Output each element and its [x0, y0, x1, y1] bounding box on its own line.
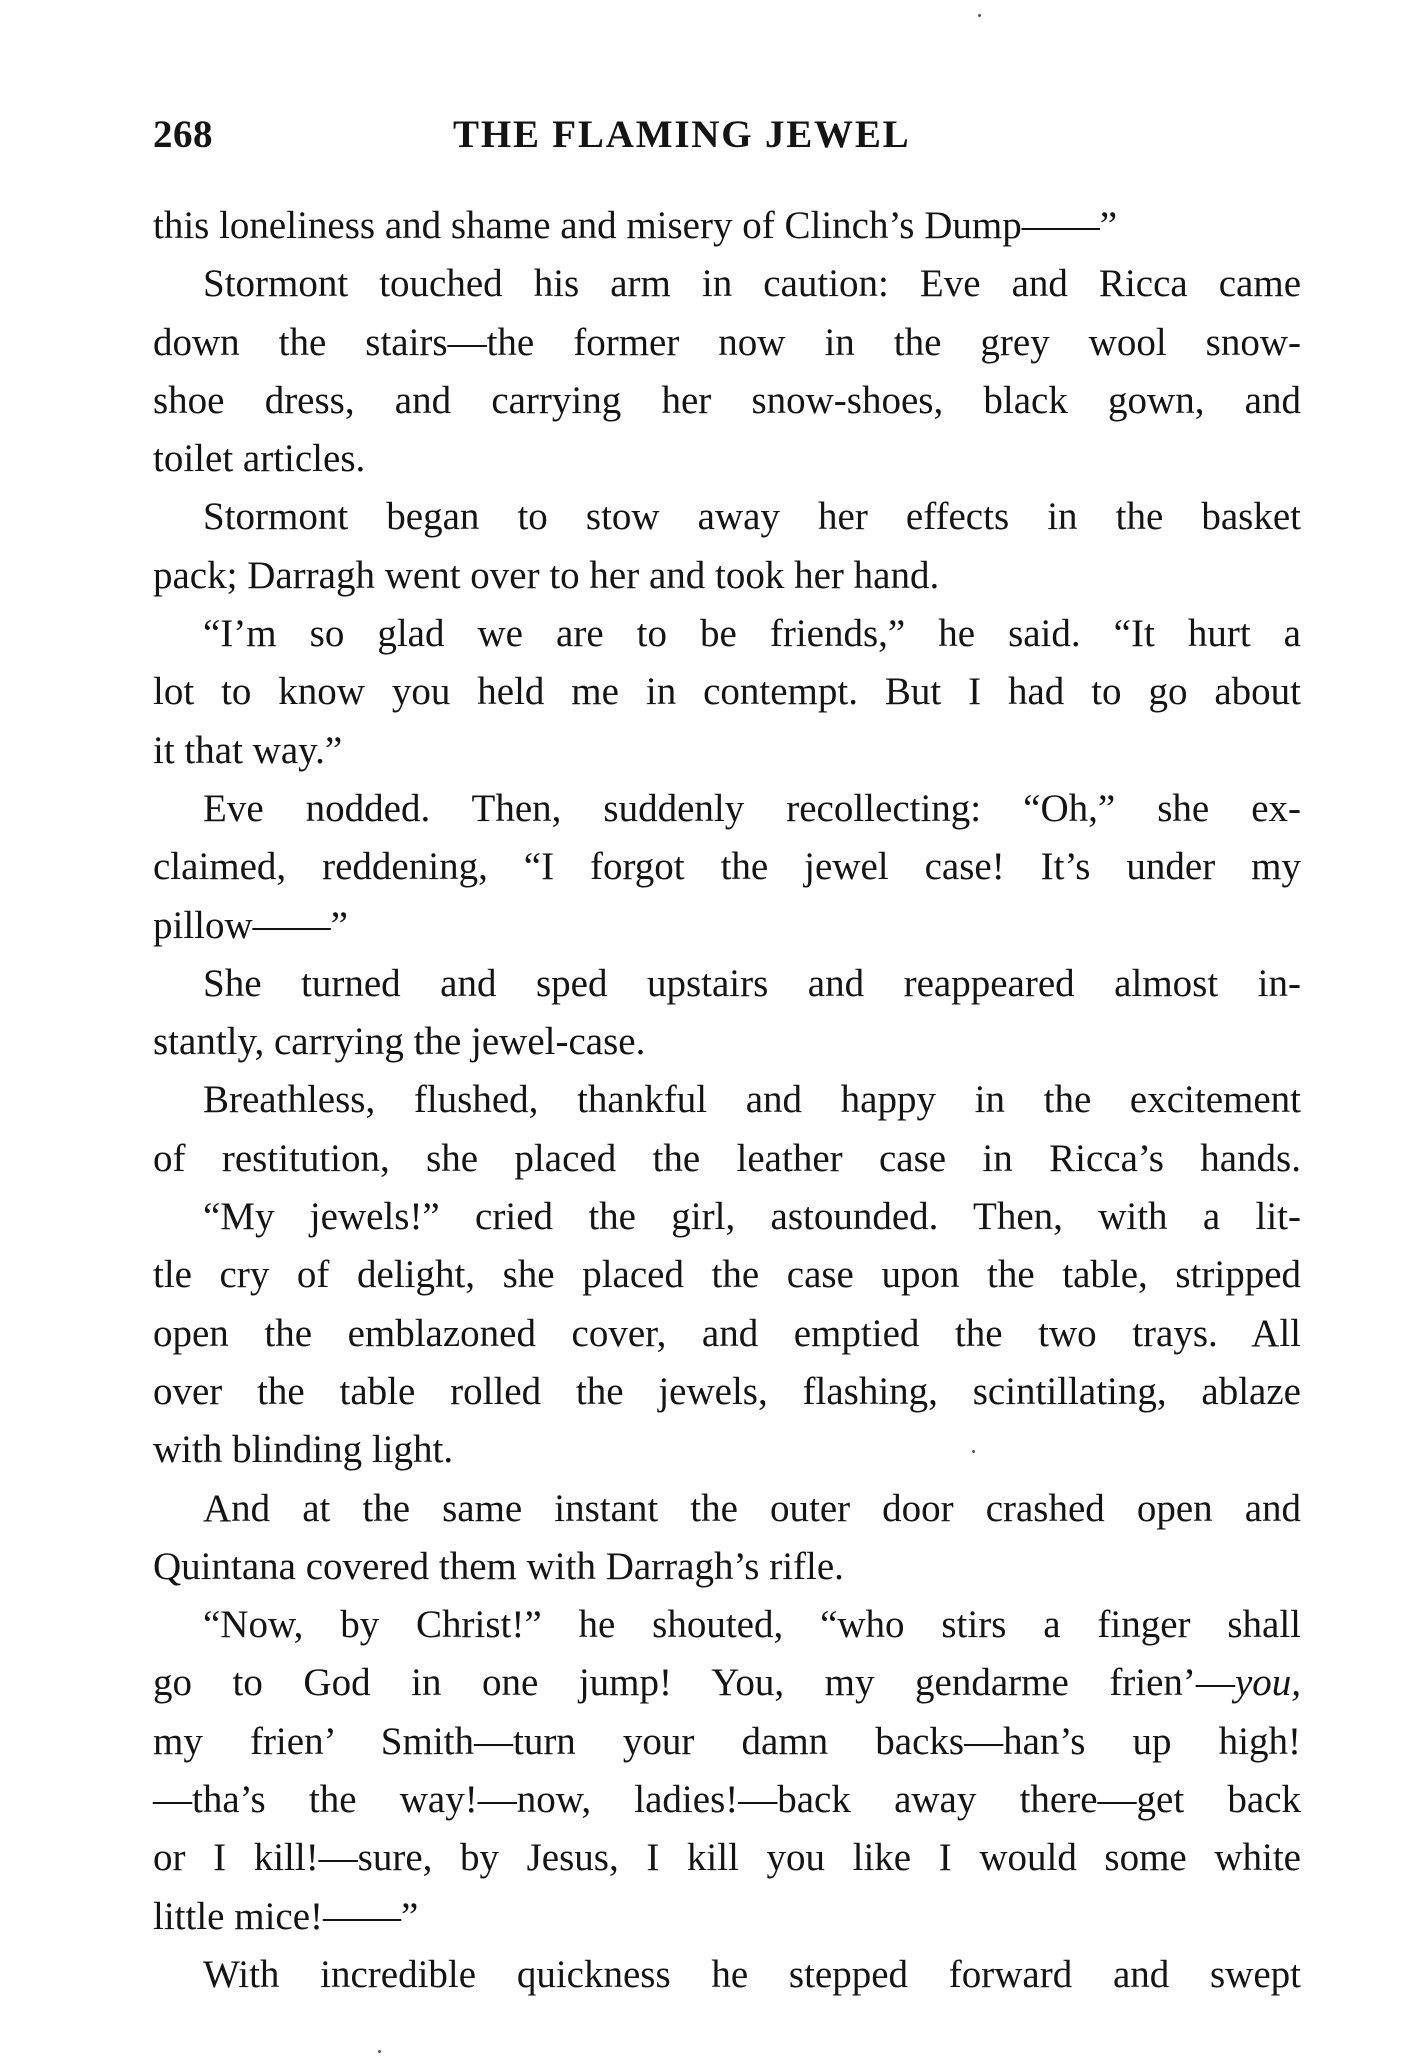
- text-line: [153, 1946, 1301, 2004]
- text-line: [153, 430, 1301, 488]
- line-text: Breathless, flushed, thankful and happy in the excitement: [203, 1078, 1301, 1122]
- line-text: She turned and sped upstairs and reappeared almost in-: [203, 961, 1301, 1005]
- text-line: [153, 1888, 1301, 1946]
- text-line: [153, 372, 1301, 430]
- line-text: —tha’s the way!—now, ladies!—back away there—get back: [153, 1778, 1301, 1822]
- text-line: [153, 547, 1301, 605]
- italic-text: you,: [1234, 1661, 1301, 1705]
- line-text: stantly, carrying the jewel-case.: [153, 1020, 646, 1064]
- text-line: [153, 1071, 1301, 1129]
- line-text: “Now, by Christ!” he shouted, “who stirs a finger shall: [203, 1603, 1301, 1647]
- line-text: my frien’ Smith—turn your damn backs—han’s up high!: [153, 1719, 1301, 1763]
- text-line: [153, 1246, 1301, 1304]
- line-text: open the emblazoned cover, and emptied the two trays. All: [153, 1311, 1301, 1355]
- text-line: [153, 663, 1301, 721]
- text-line: [153, 197, 1301, 255]
- line-text: Quintana covered them with Darragh’s rifle.: [153, 1544, 844, 1588]
- text-line: [153, 838, 1301, 896]
- body-text: [153, 197, 1301, 2004]
- print-speck: [378, 2050, 381, 2053]
- line-text: pack; Darragh went over to her and took her hand.: [153, 553, 940, 597]
- text-line: [153, 1130, 1301, 1188]
- line-text: pillow——”: [153, 903, 348, 947]
- text-line: [153, 255, 1301, 313]
- line-text: “I’m so glad we are to be friends,” he said. “It hurt a: [203, 612, 1301, 656]
- text-line: [153, 314, 1301, 372]
- text-line: [153, 1654, 1301, 1712]
- line-text: toilet articles.: [153, 437, 366, 481]
- text-line: [153, 955, 1301, 1013]
- line-text: And at the same instant the outer door crashed open and: [203, 1486, 1301, 1530]
- line-text: little mice!——”: [153, 1894, 419, 1938]
- line-text: Stormont began to stow away her effects in the basket: [203, 495, 1301, 539]
- text-line: [153, 1363, 1301, 1421]
- line-text: go to God in one jump! You, my gendarme frien’—: [153, 1661, 1235, 1705]
- text-line: [153, 488, 1301, 546]
- text-line: [153, 1305, 1301, 1363]
- text-line: [153, 1771, 1301, 1829]
- text-line: [153, 1713, 1301, 1771]
- text-line: [153, 897, 1301, 955]
- line-text: over the table rolled the jewels, flashing, scintillating, ablaze: [153, 1369, 1301, 1413]
- line-text: with blinding light.: [153, 1428, 454, 1472]
- line-text: lot to know you held me in contempt. But I had to go about: [153, 670, 1301, 714]
- line-text: down the stairs—the former now in the grey wool snow-: [153, 320, 1301, 364]
- text-line: [153, 605, 1301, 663]
- line-text: Eve nodded. Then, suddenly recollecting: “Oh,” she ex-: [203, 786, 1301, 830]
- text-line: [153, 1596, 1301, 1654]
- print-speck: [978, 14, 981, 17]
- line-text: or I kill!—sure, by Jesus, I kill you like I would some white: [153, 1836, 1301, 1880]
- page-header: [153, 112, 1293, 172]
- text-line: [153, 1188, 1301, 1246]
- text-line: [153, 1421, 1301, 1479]
- line-text: tle cry of delight, she placed the case upon the table, stripped: [153, 1253, 1301, 1297]
- text-line: [153, 1480, 1301, 1538]
- text-line: [153, 1538, 1301, 1596]
- line-text: “My jewels!” cried the girl, astounded. Then, with a lit-: [203, 1195, 1301, 1239]
- line-text: shoe dress, and carrying her snow-shoes, black gown, and: [153, 378, 1301, 422]
- line-text: of restitution, she placed the leather case in Ricca’s hands.: [153, 1136, 1301, 1180]
- text-line: [153, 780, 1301, 838]
- line-text: With incredible quickness he stepped forward and swept: [203, 1952, 1301, 1996]
- print-speck: [972, 1450, 975, 1453]
- line-text: Stormont touched his arm in caution: Eve and Ricca came: [203, 262, 1301, 306]
- text-line: [153, 722, 1301, 780]
- running-title: THE FLAMING JEWEL: [453, 113, 911, 156]
- line-text: this loneliness and shame and misery of Clinch’s Dump——”: [153, 204, 1118, 247]
- text-line: [153, 1829, 1301, 1887]
- page-number: 268: [153, 113, 213, 156]
- line-text: it that way.”: [153, 728, 343, 772]
- text-line: [153, 1013, 1301, 1071]
- line-text: claimed, reddening, “I forgot the jewel case! It’s under my: [153, 845, 1301, 889]
